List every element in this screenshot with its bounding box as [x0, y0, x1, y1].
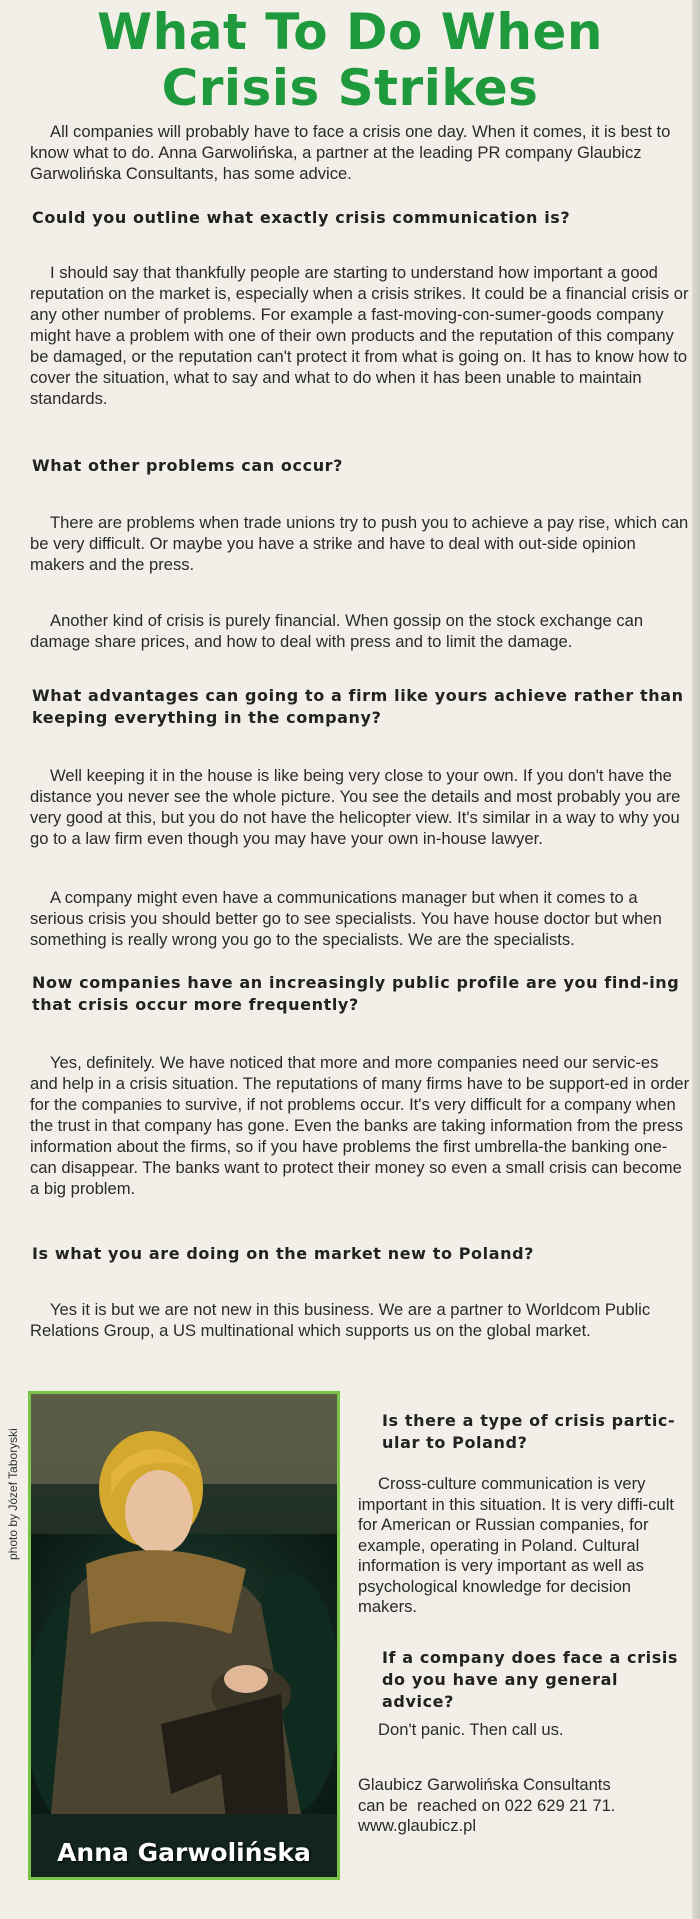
portrait-photo — [28, 1391, 340, 1880]
title-line-2: Crisis Strikes — [161, 59, 539, 117]
question-3: What advantages can going to a firm like yours achieve rather than keeping everything in the company? — [32, 686, 684, 727]
contact-phone: can be reached on 022 629 21 71. — [358, 1795, 616, 1815]
photo-credit — [4, 1390, 24, 1560]
question-6: Is there a type of crisis partic-ular to Poland? — [382, 1411, 676, 1452]
intro-paragraph: All companies will probably have to face a crisis one day. When it comes, it is best to know what to do. Anna Garwolińska, a partner at the leading PR company Glaubicz Garwolińska Consultants, has some advice. — [30, 122, 671, 183]
answer-2-paragraph-1: There are problems when trade unions try to push you to achieve a pay rise, which can be very difficult. Or maybe you have a strike and have to deal with out-side opinion makers and the press. — [30, 513, 689, 574]
question-5: Is what you are doing on the market new to Poland? — [32, 1244, 535, 1263]
contact-company: Glaubicz Garwolińska Consultants — [358, 1775, 611, 1794]
question-4: Now companies have an increasingly public profile are you find-ing that crisis occur more frequently? — [32, 973, 680, 1014]
answer-5: Yes it is but we are not new in this business. We are a partner to Worldcom Public Relations Group, a US multinational which supports us on the global market. — [30, 1300, 651, 1340]
question-1: Could you outline what exactly crisis communication is? — [32, 208, 571, 227]
question-2: What other problems can occur? — [32, 456, 344, 475]
answer-2-paragraph-2: Another kind of crisis is purely financial. When gossip on the stock exchange can damage share prices, and how to deal with press and to limit the damage. — [30, 611, 644, 651]
answer-3-paragraph-2: A company might even have a communications manager but when it comes to a serious crisis you should better go to see specialists. You have house doctor but when something is really wrong you go to the specialists. We are the specialists. — [30, 888, 662, 949]
contact-website[interactable]: www.glaubicz.pl — [358, 1816, 477, 1835]
answer-7: Don't panic. Then call us. — [378, 1720, 564, 1739]
answer-3-paragraph-1: Well keeping it in the house is like being very close to your own. If you don't have the distance you never see the whole picture. You see the details and most probably you are very good at this, but you do not have the helicopter view. It's similar in a way to why you go to a law firm even though you may have your own in-house lawyer. — [30, 766, 681, 848]
answer-6: Cross-culture communication is very important in this situation. It is very diffi-cult for American or Russian companies, for example, operating in Poland. Cultural information is very important as well as psychological knowledge for decision makers. — [358, 1474, 675, 1616]
portrait-illustration — [31, 1394, 337, 1877]
article-title — [0, 4, 700, 116]
photo-credit-text: photo by Józef Taboryski — [6, 1428, 20, 1560]
contact-block — [358, 1775, 688, 1837]
page-edge — [692, 0, 700, 1919]
photo-caption: Anna Garwolińska — [57, 1838, 311, 1867]
title-line-1: What To Do When — [96, 3, 604, 61]
answer-1: I should say that thankfully people are starting to understand how important a good reputation on the market is, especially when a crisis strikes. It could be a financial crisis or any other number of problems. For example a fast-moving-con-sumer-goods company might have a problem with one of their own products and the reputation of this company be damaged, or the reputation can't protect it from what is going on. It has to know how to cover the situation, what to say and what to do when it has been unable to maintain standards. — [30, 263, 689, 408]
answer-4: Yes, definitely. We have noticed that more and more companies need our servic-es and help in a crisis situation. The reputations of many firms have to be support-ed in order for the companies to survive, if not problems occur. It's very difficult for a company when the trust in that company has gone. Even the banks are taking information from the press information about the firms, so if you have problems the first umbrella-the banking one-can disappear. The banks want to protect their money so even a small crisis can become a big problem. — [30, 1053, 690, 1198]
question-7: If a company does face a crisis do you have any general advice? — [382, 1648, 679, 1711]
